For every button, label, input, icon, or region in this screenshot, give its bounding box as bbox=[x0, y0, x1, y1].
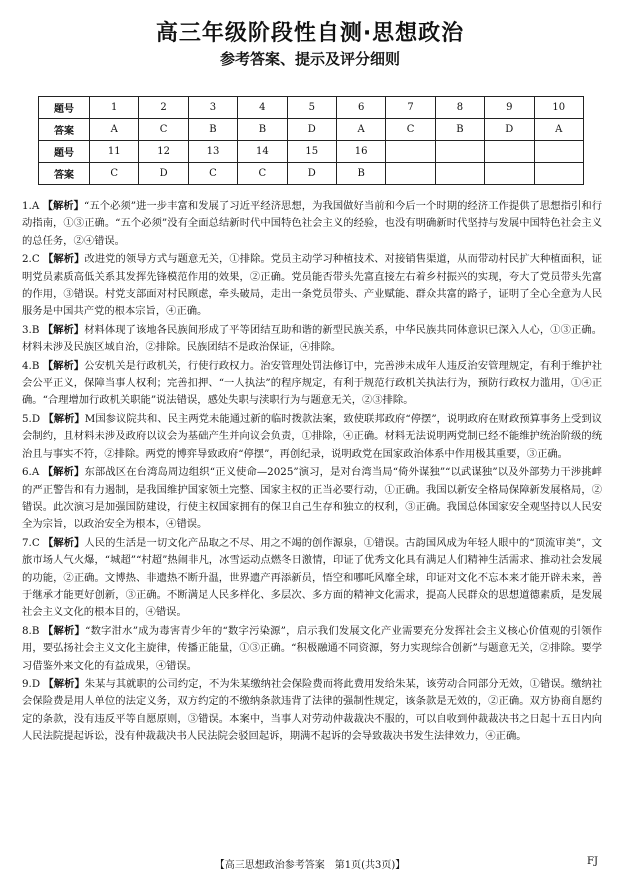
explanation-item-4 bbox=[22, 358, 602, 410]
question-number: 2 bbox=[139, 97, 188, 119]
item-text: M国参议院共和、民主两党未能通过新的临时拨款法案，致使联邦政府“停摆”，说明政府在财政预算事务上受到议会制约，且材料未涉及政府以议会为基础产生并向议会负责，①排除，④正确。材料无法说明两党制已经不能维护统治阶级的统治且与事实不符，②排除。两党的博弈导致政府“停摆”，再创纪录，说明政党在国家政治体系中作用极其重要，③正确。 bbox=[22, 412, 603, 460]
explanation-item-7 bbox=[22, 535, 602, 622]
analysis-label: 【解析】 bbox=[43, 677, 85, 690]
item-head: 7.C bbox=[22, 536, 44, 549]
question-number: 5 bbox=[287, 97, 336, 119]
analysis-label: 【解析】 bbox=[42, 323, 85, 336]
item-head: 4.B bbox=[22, 359, 43, 372]
answer-cell: C bbox=[386, 119, 435, 141]
row-label: 答案 bbox=[39, 119, 90, 141]
item-text: 朱某与其就职的公司约定，不为朱某缴纳社会保险费而将此费用发给朱某，该劳动合同部分无效，①错误。缴纳社会保险费是用人单位的法定义务，双方约定的不缴纳条款违背了法律的强制性规定，该条款是无效的，②正确。双方协商自愿约定的条款，没有违反平等自愿原则，③错误。本案中，当事人对劳动仲裁裁决不服的，可以自收到仲裁裁决书之日起十五日内向人民法院提起诉讼，没有仲裁裁决书人民法院会驳回起诉，期满不起诉的会导致裁决书发生法律效力，④正确。 bbox=[22, 677, 603, 743]
table-row-answers-2 bbox=[39, 163, 584, 185]
empty-cell bbox=[534, 141, 583, 163]
item-text: 东部战区在台湾岛周边组织“正义使命—2025”演习，是对台湾当局“倚外谋独”“以武谋独”以及外部势力干涉挑衅的严正警告和有力遏制，是我国维护国家领土完整、国家主权的正当必要行动，①正确。我国以新安全格局保障新发展格局，②错误。此次演习是加强国防建设，行使主权国家拥有的保卫自己生存和独立的权利，③正确。我国总体国家安全观坚持以人民安全为宗旨，以政治安全为根本，④错误。 bbox=[22, 466, 602, 531]
answer-cell: B bbox=[188, 119, 237, 141]
empty-cell bbox=[435, 163, 484, 185]
question-number: 10 bbox=[534, 97, 583, 119]
page-footer bbox=[0, 856, 620, 871]
question-number: 9 bbox=[485, 97, 534, 119]
explanation-item-9 bbox=[22, 676, 602, 746]
question-number: 14 bbox=[238, 141, 287, 163]
empty-cell bbox=[386, 163, 435, 185]
explanation-item-2 bbox=[22, 251, 602, 321]
question-number: 15 bbox=[287, 141, 336, 163]
answer-cell: D bbox=[485, 119, 534, 141]
empty-cell bbox=[435, 141, 484, 163]
answer-cell: A bbox=[90, 119, 139, 141]
empty-cell bbox=[485, 141, 534, 163]
question-number: 3 bbox=[188, 97, 237, 119]
item-head: 5.D bbox=[22, 412, 44, 425]
item-head: 9.D bbox=[22, 677, 44, 690]
answer-cell: C bbox=[238, 163, 287, 185]
answer-cell: D bbox=[139, 163, 188, 185]
answer-cell: B bbox=[238, 119, 287, 141]
analysis-label: 【解析】 bbox=[42, 359, 85, 372]
answer-cell: B bbox=[336, 163, 385, 185]
item-text: 材料体现了该地各民族间形成了平等团结互助和谐的新型民族关系，中华民族共同体意识已深入人心，①③正确。材料未涉及民族区域自治，②排除。民族团结不是政治保证，④排除。 bbox=[22, 323, 603, 354]
item-head: 1.A bbox=[22, 200, 43, 212]
answer-cell: C bbox=[188, 163, 237, 185]
question-number: 11 bbox=[90, 141, 139, 163]
analysis-label: 【解析】 bbox=[43, 253, 85, 266]
answer-cell: A bbox=[534, 119, 583, 141]
item-text: “五个必须”进一步丰富和发展了习近平经济思想，为我国做好当前和今后一个时期的经济工作提供了思想指引和行动指南，①③正确。“五个必须”没有全面总结新时代中国特色社会主义的经验，也没有明确新时代坚持与发展中国特色社会主义的总任务，②④错误。 bbox=[22, 200, 602, 247]
item-head: 2.C bbox=[22, 253, 44, 266]
answer-cell: C bbox=[139, 119, 188, 141]
item-head: 3.B bbox=[22, 323, 43, 336]
analysis-label: 【解析】 bbox=[43, 412, 85, 425]
answer-cell: D bbox=[287, 163, 336, 185]
row-label: 题号 bbox=[39, 97, 90, 119]
analysis-label: 【解析】 bbox=[42, 200, 85, 212]
question-number: 6 bbox=[336, 97, 385, 119]
empty-cell bbox=[386, 141, 435, 163]
analysis-label: 【解析】 bbox=[42, 624, 86, 637]
item-text: 公安机关是行政机关，行使行政权力。治安管理处罚法修订中，完善涉未成年人违反治安管理规定，有利于维护社会公平正义，保障当事人权利；完善扣押、“一人执法”的程序规定，有利于规范行政机关执法行为，预防行政权力滥用，①④正确。“合理增加行政机关职能”说法错误，感处失职与渎职行为与题意无关，②③排除。 bbox=[22, 359, 603, 407]
analysis-label: 【解析】 bbox=[43, 536, 85, 549]
empty-cell bbox=[534, 163, 583, 185]
explanation-item-1 bbox=[22, 198, 602, 250]
answer-cell: B bbox=[435, 119, 484, 141]
answer-cell: A bbox=[336, 119, 385, 141]
item-text: 人民的生活是一切文化产品取之不尽、用之不竭的创作源泉，①错误。古韵国风成为年轻人眼中的“顶流审美”，文旅市场人气火爆，“城超”“村超”热闹非凡，冰雪运动点燃冬日激情，印证了优秀文化具有满足人们精神生活需求、推动社会发展的功能，②正确。文博热、非遗热不断升温，世界遗产再添新员，悟空和哪吒风靡全球，印证对文化不忘本来才能开辟未来，善于继承才能更好创新，③正确。不断满足人民多样化、多层次、多方面的精神文化需求，提高人民群众的思想道德素质，是发展社会主义文化的根本目的，④错误。 bbox=[22, 536, 602, 619]
footer-text: 【高三思想政治参考答案 第1页(共3页)】 bbox=[214, 860, 406, 871]
answer-table bbox=[38, 96, 584, 185]
table-row-numbers-2 bbox=[39, 141, 584, 163]
question-number: 7 bbox=[386, 97, 435, 119]
explanation-item-3 bbox=[22, 322, 602, 357]
question-number: 1 bbox=[90, 97, 139, 119]
explanation-item-8 bbox=[22, 623, 602, 675]
item-text: 改进党的领导方式与题意无关，①排除。党员主动学习种植技术、对接销售渠道，从而带动村民扩大种植面积，证明党员素质高低关系其发挥先锋模范作用的效果，②正确。党员能否带头先富直接左右着乡村振兴的实现，夸大了党员带头先富的作用，③错误。村党支部面对村民顾虑，牵头破局，走出一条党员带头、产业赋能、群众共富的路子，证明了全心全意为人民服务是中国共产党的根本宗旨，④正确。 bbox=[22, 253, 603, 318]
question-number: 8 bbox=[435, 97, 484, 119]
question-number: 4 bbox=[238, 97, 287, 119]
analysis-label: 【解析】 bbox=[42, 466, 85, 479]
document-subtitle: 参考答案、提示及评分细则 bbox=[219, 50, 400, 68]
row-label: 题号 bbox=[39, 141, 90, 163]
question-number: 16 bbox=[336, 141, 385, 163]
item-text: “数字泔水”成为毒害青少年的“数字污染源”，启示我们发展文化产业需要充分发挥社会主义核心价值观的引领作用，要弘扬社会主义文化主旋律，传播正能量，①③正确。“积极融通不同资源，努力实现综合创新”与题意无关，②排除。要学习借鉴外来文化的有益成果，④错误。 bbox=[22, 624, 603, 672]
answer-cell: C bbox=[90, 163, 139, 185]
item-head: 8.B bbox=[22, 624, 43, 637]
explanation-list bbox=[22, 198, 602, 747]
item-head: 6.A bbox=[22, 466, 43, 479]
document-title: 高三年级阶段性自测·思想政治 bbox=[155, 21, 465, 46]
empty-cell bbox=[485, 163, 534, 185]
table-row-answers-1 bbox=[39, 119, 584, 141]
table-row-numbers-1 bbox=[39, 97, 584, 119]
question-number: 13 bbox=[188, 141, 237, 163]
explanation-item-6 bbox=[22, 464, 602, 534]
footer-code: FJ bbox=[587, 856, 598, 867]
row-label: 答案 bbox=[39, 163, 90, 185]
question-number: 12 bbox=[139, 141, 188, 163]
explanation-item-5 bbox=[22, 411, 602, 463]
answer-cell: D bbox=[287, 119, 336, 141]
